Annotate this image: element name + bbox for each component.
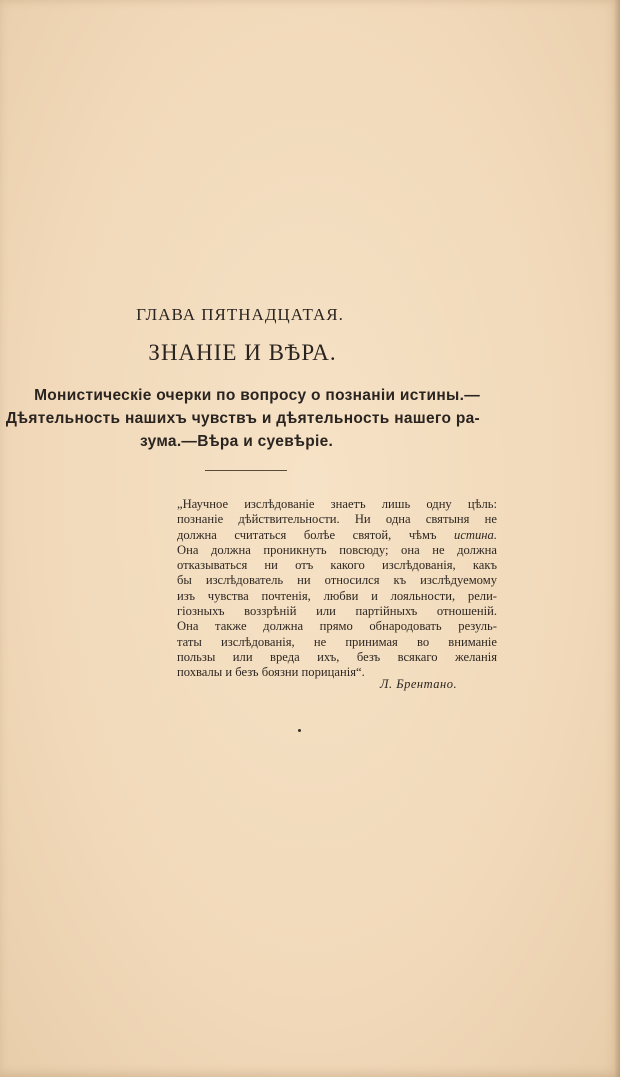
epigraph-text: должна считаться болѣе святой, чѣмъ: [177, 527, 455, 542]
epigraph-line: пользы или вреда ихъ, безъ всякаго желанія: [177, 649, 497, 664]
summary-line: зума.—Вѣра и суевѣріе.: [140, 433, 334, 450]
epigraph-line: похвалы и безъ боязни порицанія“.: [177, 665, 365, 680]
epigraph-quote: [177, 497, 497, 681]
page-edge-shadow: [614, 0, 620, 1077]
epigraph-line: познаніе дѣйствительности. Ни одна святыня не: [177, 512, 497, 527]
epigraph-line: Она должна проникнуть повсюду; она не должна: [177, 542, 497, 557]
epigraph-line: Она также должна прямо обнародовать резуль-: [177, 619, 497, 634]
epigraph-author: Л. Брентано.: [380, 677, 458, 691]
epigraph-line: отказываться ни отъ какого изслѣдованія, какъ: [177, 558, 497, 573]
epigraph-line: [177, 528, 497, 543]
epigraph-line: таты изслѣдованія, не принимая во вниманіе: [177, 634, 497, 649]
summary-line: Дѣятельность нашихъ чувствъ и дѣятельность нашего ра-: [5, 410, 480, 427]
epigraph-emphasis: истина.: [454, 527, 497, 542]
epigraph-line: изъ чувства почтенія, любви и лояльности, рели-: [177, 588, 497, 603]
chapter-summary: [0, 384, 480, 453]
ink-dot: [298, 729, 301, 732]
summary-line: Монистическіе очерки по вопросу о познаніи истины.—: [34, 387, 480, 404]
chapter-title: ЗНАНІЕ И ВѢРА.: [148, 340, 337, 365]
section-divider: [205, 470, 287, 471]
epigraph-line: „Научное изслѣдованіе знаетъ лишь одну цѣль:: [177, 497, 497, 511]
chapter-number: ГЛАВА ПЯТНАДЦАТАЯ.: [136, 305, 344, 324]
epigraph-line: гіозныхъ воззрѣній или партійныхъ отношеній.: [177, 604, 497, 619]
epigraph-line: бы изслѣдователь ни относился къ изслѣдуемому: [177, 573, 497, 588]
